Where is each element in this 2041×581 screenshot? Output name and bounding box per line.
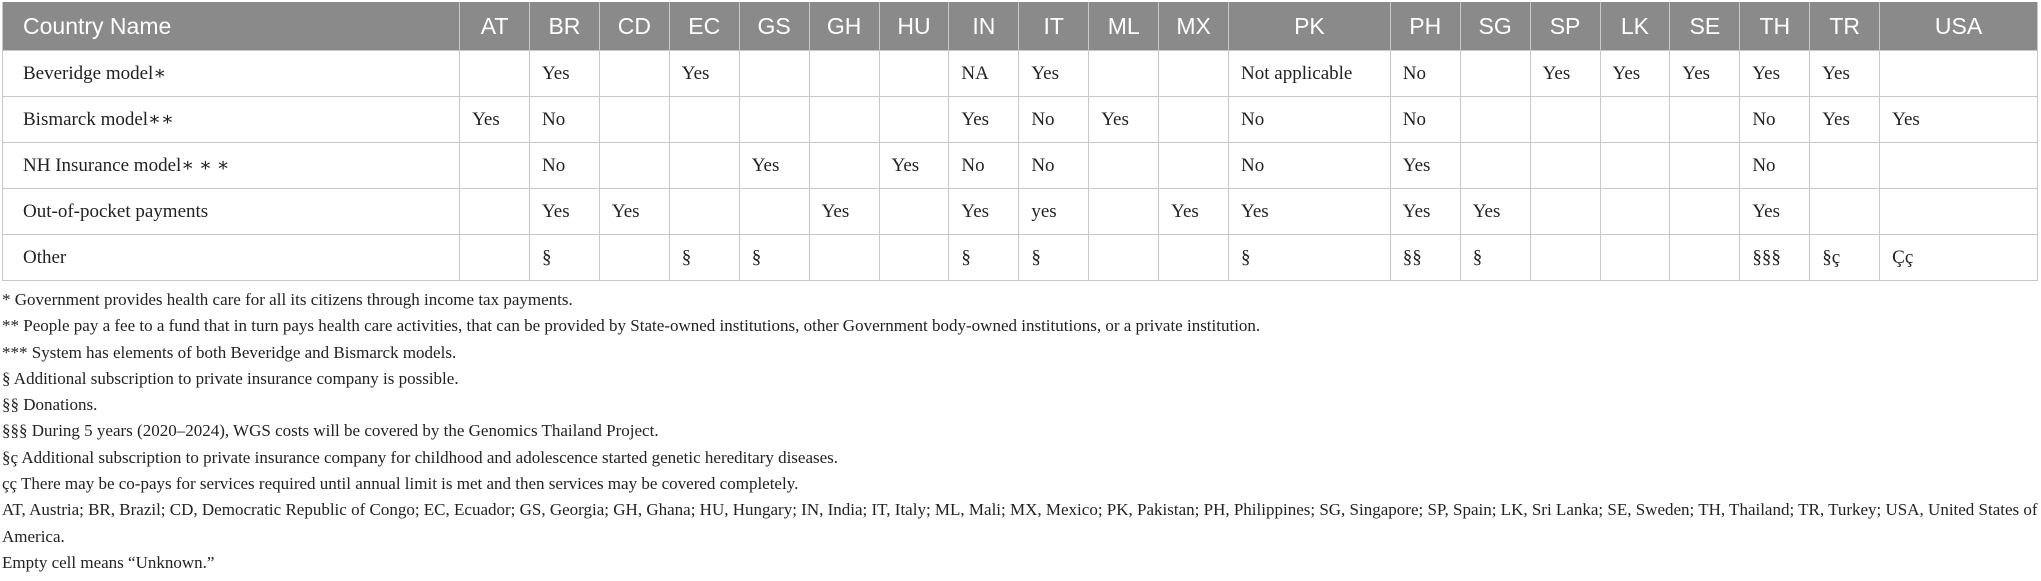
table-cell (739, 189, 809, 235)
table-cell (809, 235, 879, 281)
column-header: GH (809, 2, 879, 51)
column-header: TR (1810, 2, 1880, 51)
table-cell: No (1019, 97, 1089, 143)
footnote-empty-cell: Empty cell means “Unknown.” (2, 552, 215, 572)
table-cell: Yes (529, 189, 599, 235)
footnote: ** People pay a fee to a fund that in turn pays health care activities, that can be provided by State-owned institutions, other Government body-owned institutions, or a private institution. (2, 316, 1261, 336)
table-cell (879, 51, 949, 97)
table-cell: Yes (529, 51, 599, 97)
table-cell: No (1019, 143, 1089, 189)
footnote: * Government provides health care for all its citizens through income tax payments. (2, 290, 573, 309)
table-row (3, 235, 2038, 281)
table-row (3, 97, 2038, 143)
table-cell (1810, 189, 1880, 235)
table-row (3, 143, 2038, 189)
table-cell (1670, 235, 1740, 281)
table-cell: No (529, 143, 599, 189)
column-header: MX (1159, 2, 1229, 51)
table-cell: §§ (1390, 235, 1460, 281)
table-cell: Yes (1460, 189, 1530, 235)
table-cell (1670, 143, 1740, 189)
table-cell (460, 143, 530, 189)
table-cell: NA (949, 51, 1019, 97)
table-cell: Yes (1740, 51, 1810, 97)
column-header: PK (1229, 2, 1391, 51)
table-cell: Yes (1390, 143, 1460, 189)
table-cell: Çç (1880, 235, 2038, 281)
table-cell (809, 97, 879, 143)
table-cell: No (1390, 97, 1460, 143)
table-cell (1530, 143, 1600, 189)
table-cell: Yes (809, 189, 879, 235)
column-header: HU (879, 2, 949, 51)
column-header: AT (460, 2, 530, 51)
table-cell (739, 51, 809, 97)
table-cell: § (1019, 235, 1089, 281)
table-cell: No (1740, 97, 1810, 143)
table-cell: Yes (739, 143, 809, 189)
footnotes (2, 287, 2038, 576)
row-label: Other (3, 235, 460, 281)
column-header: USA (1880, 2, 2038, 51)
table-cell: Yes (1159, 189, 1229, 235)
footnote: §ç Additional subscription to private insurance company for childhood and adolescence started genetic hereditary diseases. (2, 447, 839, 467)
row-label: NH Insurance model∗ ∗ ∗ (3, 143, 460, 189)
table-cell (460, 189, 530, 235)
table-cell (669, 143, 739, 189)
table-cell (1600, 97, 1670, 143)
table-cell: Yes (1740, 189, 1810, 235)
table-cell (1880, 189, 2038, 235)
column-header: GS (739, 2, 809, 51)
table-cell: § (669, 235, 739, 281)
footnote: çç There may be co-pays for services required until annual limit is met and then services may be covered completely. (2, 474, 799, 494)
row-label: Beveridge model∗ (3, 51, 460, 97)
table-cell (460, 51, 530, 97)
footnote-abbreviations: AT, Austria; BR, Brazil; CD, Democratic Republic of Congo; EC, Ecuador; GS, Georgia; GH, Ghana; HU, Hungary; IN, India; IT, Italy; ML, Mali; MX, Mexico; PK, Pakistan; PH, Philippines; SG, Singapore; SP, Spain; LK, Sri Lanka; SE, Sweden; TH, Thailand; TR, Turkey; USA, United States of America. (2, 500, 2038, 546)
table-cell: § (1229, 235, 1391, 281)
table-cell: Yes (1229, 189, 1391, 235)
table-cell (1089, 235, 1159, 281)
footnote: §§ Donations. (2, 395, 98, 415)
table-cell: Yes (1390, 189, 1460, 235)
table-cell (879, 189, 949, 235)
table-cell: yes (1019, 189, 1089, 235)
table-cell: No (1229, 97, 1391, 143)
column-header: SP (1530, 2, 1600, 51)
table-cell: Not applicable (1229, 51, 1391, 97)
table-cell: §ç (1810, 235, 1880, 281)
table-cell: No (529, 97, 599, 143)
table-cell (1159, 235, 1229, 281)
table-cell (1880, 51, 2038, 97)
table-cell (1530, 97, 1600, 143)
column-header: ML (1089, 2, 1159, 51)
table-cell: Yes (1089, 97, 1159, 143)
table-container (2, 2, 2038, 576)
row-label: Out-of-pocket payments (3, 189, 460, 235)
table-cell: Yes (879, 143, 949, 189)
table-cell (599, 235, 669, 281)
column-header: IN (949, 2, 1019, 51)
table-cell (460, 235, 530, 281)
column-header: CD (599, 2, 669, 51)
table-cell (1159, 143, 1229, 189)
table-cell (669, 189, 739, 235)
column-header: IT (1019, 2, 1089, 51)
table-cell: Yes (599, 189, 669, 235)
table-cell (599, 51, 669, 97)
table-cell: § (1460, 235, 1530, 281)
table-cell (1880, 143, 2038, 189)
table-cell: Yes (669, 51, 739, 97)
table-cell: No (1390, 51, 1460, 97)
table-cell: Yes (949, 189, 1019, 235)
table-cell (879, 235, 949, 281)
table-cell: Yes (1019, 51, 1089, 97)
table-cell (1600, 235, 1670, 281)
table-cell (1460, 143, 1530, 189)
table-cell: No (1740, 143, 1810, 189)
table-cell (1600, 143, 1670, 189)
table-cell (1460, 97, 1530, 143)
column-header: BR (529, 2, 599, 51)
column-header: SG (1460, 2, 1530, 51)
column-header: LK (1600, 2, 1670, 51)
table-cell (879, 97, 949, 143)
table-cell: § (529, 235, 599, 281)
table-cell: Yes (1670, 51, 1740, 97)
table-cell (1089, 51, 1159, 97)
table-cell (1159, 97, 1229, 143)
header-row (3, 2, 2038, 51)
column-header: Country Name (3, 2, 460, 51)
table-cell (1600, 189, 1670, 235)
table-cell: § (949, 235, 1019, 281)
column-header: SE (1670, 2, 1740, 51)
table-cell (809, 143, 879, 189)
column-header: PH (1390, 2, 1460, 51)
table-cell: § (739, 235, 809, 281)
table-cell (1089, 189, 1159, 235)
table-cell (1530, 235, 1600, 281)
table-cell: Yes (1810, 97, 1880, 143)
table-cell: §§§ (1740, 235, 1810, 281)
column-header: TH (1740, 2, 1810, 51)
table-cell: No (949, 143, 1019, 189)
table-row (3, 51, 2038, 97)
table-cell (1810, 143, 1880, 189)
footnote: § Additional subscription to private insurance company is possible. (2, 368, 459, 388)
table-row (3, 189, 2038, 235)
table-cell (739, 97, 809, 143)
table-cell (599, 97, 669, 143)
table-cell (1460, 51, 1530, 97)
table-cell (809, 51, 879, 97)
row-label: Bismarck model∗∗ (3, 97, 460, 143)
column-header: EC (669, 2, 739, 51)
footnote: §§§ During 5 years (2020–2024), WGS costs will be covered by the Genomics Thailand Project. (2, 421, 659, 441)
table-cell (1159, 51, 1229, 97)
table-body (3, 51, 2038, 281)
table-cell: Yes (1880, 97, 2038, 143)
footnote: *** System has elements of both Beveridge and Bismarck models. (2, 342, 457, 362)
table-cell: Yes (1530, 51, 1600, 97)
health-model-table (2, 2, 2038, 281)
table-cell (1670, 189, 1740, 235)
table-cell (669, 97, 739, 143)
table-cell: Yes (460, 97, 530, 143)
table-cell (599, 143, 669, 189)
table-cell: Yes (1600, 51, 1670, 97)
table-cell (1530, 189, 1600, 235)
table-cell: No (1229, 143, 1391, 189)
table-cell: Yes (1810, 51, 1880, 97)
table-cell: Yes (949, 97, 1019, 143)
table-cell (1089, 143, 1159, 189)
table-cell (1670, 97, 1740, 143)
